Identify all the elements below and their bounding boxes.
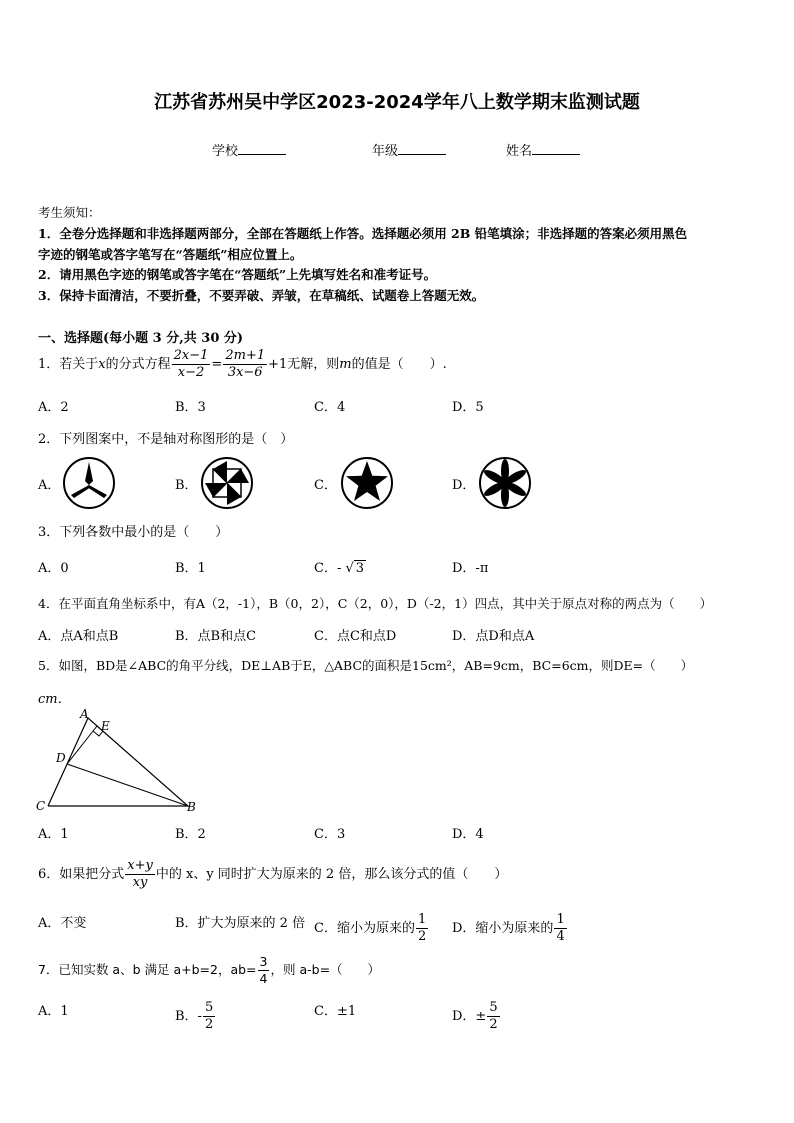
q7-option-a[interactable]: A．1 xyxy=(38,1004,69,1019)
label-a: A xyxy=(80,707,89,721)
question-3: 3．下列各数中最小的是（ ） xyxy=(38,525,229,540)
q1-option-d[interactable]: D．5 xyxy=(452,400,484,415)
grade-blank[interactable] xyxy=(398,142,446,155)
q1-fraction-2: $\frac{2m+1}{3x-6}$ xyxy=(225,348,266,380)
figure-b-pinwheel-icon xyxy=(200,456,254,510)
figure-a-three-blade-icon xyxy=(62,456,116,510)
q5-option-b[interactable]: B．2 xyxy=(175,827,206,842)
q1-option-b[interactable]: B．3 xyxy=(175,400,206,415)
grade-field xyxy=(372,140,446,159)
question-1: 1．若关于x的分式方程 $\frac{2x-1}{x-2}$ = $\frac{2m+1}{3x-6}$ +1无解，则m的值是（ ）. xyxy=(38,348,447,380)
school-blank[interactable] xyxy=(238,142,286,155)
q6-fraction: $\frac{x+y}{xy}$ xyxy=(127,858,153,890)
q7-option-c[interactable]: C．±1 xyxy=(314,1004,357,1019)
grade-label: 年级 xyxy=(372,144,399,159)
notice-line-1b: 字迹的钢笔或答字笔写在“答题纸”相应位置上。 xyxy=(38,247,303,262)
page-title: 江苏省苏州吴中学区2023-2024学年八上数学期末监测试题 xyxy=(154,92,640,113)
question-5: 5．如图，BD是∠ABC的角平分线，DE⊥AB于E，△ABC的面积是15cm²，AB=9cm，BC=6cm，则DE=（ ） xyxy=(38,658,694,673)
q1-option-a[interactable]: A．2 xyxy=(38,400,69,415)
question-6: 6．如果把分式 $\frac{x+y}{xy}$ 中的 x、y 同时扩大为原来的 2 倍，那么该分式的值（ ） xyxy=(38,858,508,890)
notice-line-1a: 1．全卷分选择题和非选择题两部分，全部在答题纸上作答。选择题必须用 2B 铅笔填涂；非选择题的答案必须用黑色 xyxy=(38,226,688,241)
q1-fraction-1: $\frac{2x-1}{x-2}$ xyxy=(173,348,209,380)
q3-option-d[interactable]: D．-π xyxy=(452,561,489,576)
label-d: D xyxy=(56,751,66,765)
q2-option-d[interactable]: D． xyxy=(452,478,476,493)
q6-option-c[interactable]: C．缩小为原来的 $\frac{1}{2}$ xyxy=(314,912,427,944)
q4-option-c[interactable]: C．点C和点D xyxy=(314,629,397,644)
q3-option-c[interactable]: C．- √ 3 xyxy=(314,561,365,576)
q2-option-b[interactable]: B． xyxy=(175,478,198,493)
notice-line-3: 3．保持卡面清洁，不要折叠，不要弄破、弄皱，在草稿纸、试题卷上答题无效。 xyxy=(38,288,485,303)
question-5-unit: cm． xyxy=(38,692,71,707)
name-blank[interactable] xyxy=(532,142,580,155)
name-field xyxy=(506,140,580,159)
q4-option-b[interactable]: B．点B和点C xyxy=(175,629,257,644)
name-label: 姓名 xyxy=(506,144,533,159)
q5-option-a[interactable]: A．1 xyxy=(38,827,69,842)
notice-heading: 考生须知： xyxy=(38,205,101,220)
q6-option-b[interactable]: B．扩大为原来的 2 倍 xyxy=(175,916,306,931)
label-b: B xyxy=(187,800,196,814)
question-7: 7．已知实数 a、b 满足 a+b=2，ab= $\frac{3}{4}$ ，则 a-b=（ ） xyxy=(38,954,381,986)
notice-line-2: 2．请用黑色字迹的钢笔或答字笔在“答题纸”上先填写姓名和准考证号。 xyxy=(38,267,437,282)
q3-option-a[interactable]: A．0 xyxy=(38,561,69,576)
q7-option-d[interactable]: D．± $\frac{5}{2}$ xyxy=(452,1000,498,1032)
figure-d-flower-icon xyxy=(478,456,532,510)
q4-option-d[interactable]: D．点D和点A xyxy=(452,629,535,644)
q6-option-d[interactable]: D．缩小为原来的 $\frac{1}{4}$ xyxy=(452,912,565,944)
q5-option-c[interactable]: C．3 xyxy=(314,827,346,842)
q2-option-a[interactable]: A． xyxy=(38,478,61,493)
q7-option-b[interactable]: B．- $\frac{5}{2}$ xyxy=(175,1000,214,1032)
q3-option-b[interactable]: B．1 xyxy=(175,561,206,576)
q1-option-c[interactable]: C．4 xyxy=(314,400,346,415)
question-4: 4．在平面直角坐标系中，有A（2，-1），B（0，2），C（2，0），D（-2，1）四点，其中关于原点对称的两点为（ ） xyxy=(38,596,713,611)
q2-option-c[interactable]: C． xyxy=(314,478,337,493)
figure-c-star-icon xyxy=(340,456,394,510)
school-label: 学校 xyxy=(212,144,239,159)
school-field xyxy=(212,140,286,159)
triangle-figure xyxy=(30,706,210,816)
q6-option-a[interactable]: A．不变 xyxy=(38,916,87,931)
q5-option-d[interactable]: D．4 xyxy=(452,827,484,842)
label-c: C xyxy=(36,799,46,813)
q4-option-a[interactable]: A．点A和点B xyxy=(38,629,119,644)
question-2: 2．下列图案中，不是轴对称图形的是（ ） xyxy=(38,432,294,447)
section-heading: 一、选择题(每小题 3 分,共 30 分) xyxy=(38,331,244,346)
label-e: E xyxy=(101,719,110,733)
